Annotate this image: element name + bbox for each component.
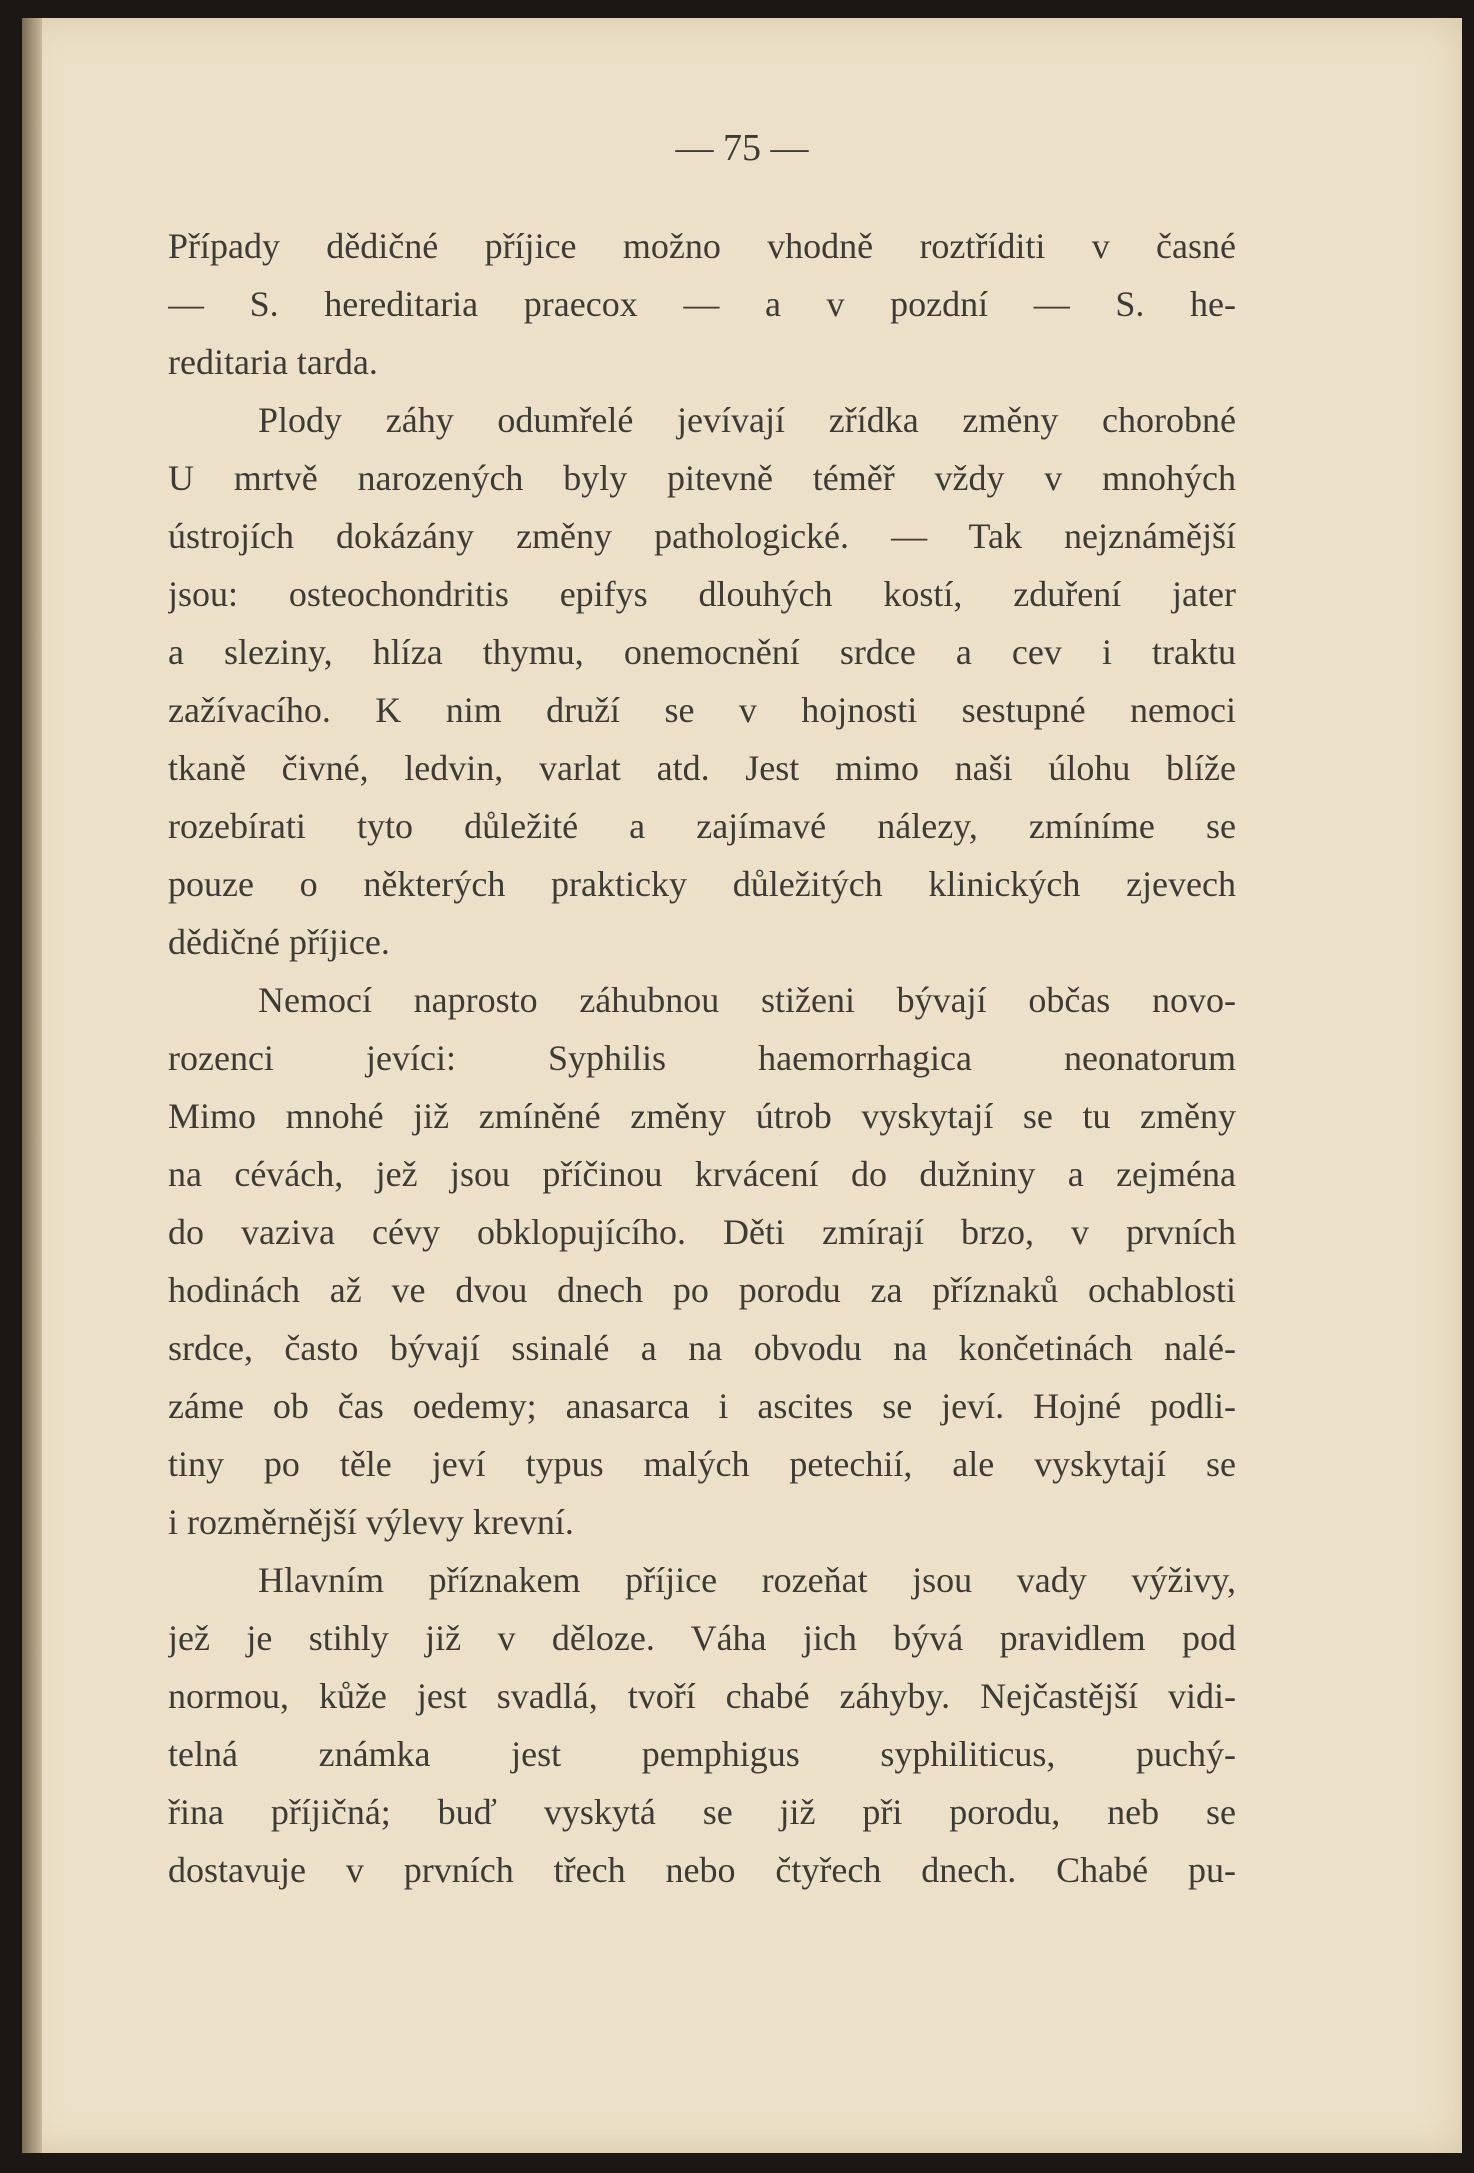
text-line: telná známka jest pemphigus syphiliticus, puchý- bbox=[168, 1734, 1236, 1774]
text-line: a sleziny, hlíza thymu, onemocnění srdce a cev i traktu bbox=[168, 632, 1236, 672]
text-line: pouze o některých prakticky důležitých klinických zjevech bbox=[168, 864, 1236, 904]
text-line: Mimo mnohé již zmíněné změny útrob vyskytají se tu změny bbox=[168, 1096, 1236, 1136]
text-line: rozebírati tyto důležité a zajímavé nálezy, zmíníme se bbox=[168, 806, 1236, 846]
text-line: — S. hereditaria praecox — a v pozdní — S. he- bbox=[168, 284, 1236, 324]
book-page bbox=[22, 18, 1462, 2153]
text-line: hodinách až ve dvou dnech po porodu za příznaků ochablosti bbox=[168, 1270, 1236, 1310]
text-line: ústrojích dokázány změny pathologické. — Tak nejznámější bbox=[168, 516, 1236, 556]
text-line: Hlavním příznakem příjice rozeňat jsou vady výživy, bbox=[258, 1560, 1236, 1600]
text-line: Nemocí naprosto záhubnou stiženi bývají občas novo- bbox=[258, 980, 1236, 1020]
text-line: dědičné příjice. bbox=[168, 922, 390, 962]
text-line: do vaziva cévy obklopujícího. Děti zmírají brzo, v prvních bbox=[168, 1212, 1236, 1252]
text-line: záme ob čas oedemy; anasarca i ascites se jeví. Hojné podli- bbox=[168, 1386, 1236, 1426]
page-number: — 75 — bbox=[675, 127, 809, 169]
text-line: řina příjičná; buď vyskytá se již při porodu, neb se bbox=[168, 1792, 1236, 1832]
text-line: dostavuje v prvních třech nebo čtyřech dnech. Chabé pu- bbox=[168, 1850, 1236, 1890]
text-line: zažívacího. K nim druží se v hojnosti sestupné nemoci bbox=[168, 690, 1236, 730]
text-line: jež je stihly již v děloze. Váha jich bývá pravidlem pod bbox=[168, 1618, 1236, 1658]
text-line: U mrtvě narozených byly pitevně téměř vždy v mnohých bbox=[168, 458, 1236, 498]
page-spine-edge bbox=[22, 18, 42, 2153]
text-line: jsou: osteochondritis epifys dlouhých kostí, zduření jater bbox=[168, 574, 1236, 614]
text-line: Plody záhy odumřelé jevívají zřídka změny chorobné bbox=[258, 400, 1236, 440]
text-line: na cévách, jež jsou příčinou krvácení do dužniny a zejména bbox=[168, 1154, 1236, 1194]
text-line: tiny po těle jeví typus malých petechií, ale vyskytají se bbox=[168, 1444, 1236, 1484]
text-line: normou, kůže jest svadlá, tvoří chabé záhyby. Nejčastější vidi- bbox=[168, 1676, 1236, 1716]
text-line: rozenci jevíci: Syphilis haemorrhagica neonatorum bbox=[168, 1038, 1236, 1078]
text-line: i rozměrnější výlevy krevní. bbox=[168, 1502, 574, 1542]
text-line: srdce, často bývají ssinalé a na obvodu na končetinách nalé- bbox=[168, 1328, 1236, 1368]
text-line: reditaria tarda. bbox=[168, 342, 378, 382]
text-line: Případy dědičné příjice možno vhodně roztříditi v časné bbox=[168, 226, 1236, 266]
text-line: tkaně čivné, ledvin, varlat atd. Jest mimo naši úlohu blíže bbox=[168, 748, 1236, 788]
